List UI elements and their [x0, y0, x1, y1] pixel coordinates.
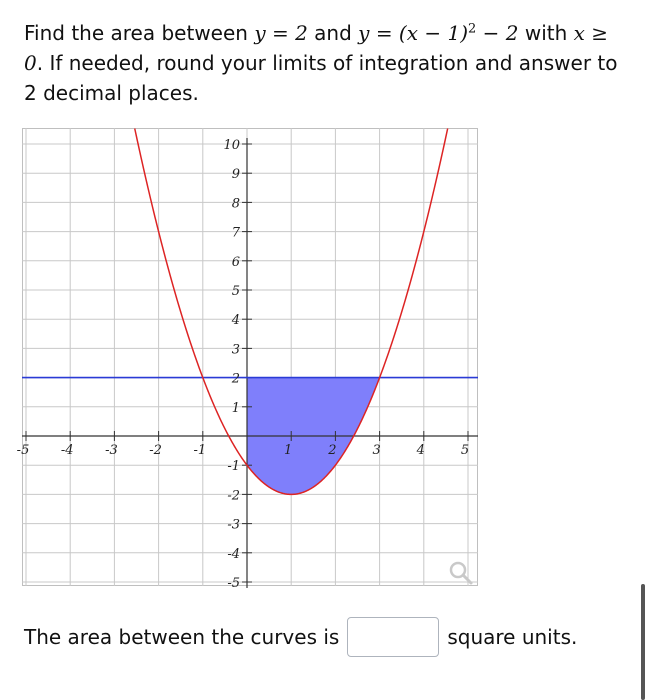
x-tick-label: 4 — [416, 443, 425, 458]
answer-prefix: The area between the curves is — [24, 625, 340, 649]
x-tick-label: -5 — [16, 443, 30, 458]
x-tick-label: 2 — [328, 443, 337, 458]
graph-border — [23, 129, 478, 586]
y-tick-label: -1 — [227, 459, 240, 475]
y-tick-label: 10 — [223, 138, 240, 153]
function-graph — [16, 128, 478, 591]
y-tick-label: -4 — [227, 546, 240, 562]
answer-row — [24, 614, 577, 660]
x-tick-label: 1 — [284, 443, 293, 458]
answer-suffix: square units. — [447, 625, 578, 649]
y-tick-label: 7 — [231, 225, 240, 241]
y-tick-label: -2 — [227, 488, 240, 504]
equation-line: y = 2 — [254, 21, 308, 45]
y-tick-label: 3 — [231, 342, 240, 358]
x-tick-label: -3 — [105, 443, 118, 458]
area-answer-input[interactable] — [347, 617, 439, 657]
y-tick-label: -5 — [227, 576, 240, 591]
y-tick-label: 4 — [231, 313, 240, 329]
y-tick-label: 5 — [231, 284, 240, 299]
x-tick-label: 5 — [460, 443, 470, 458]
y-tick-label: 8 — [231, 196, 240, 212]
y-tick-label: -3 — [227, 517, 240, 533]
x-tick-label: -1 — [193, 443, 207, 458]
y-tick-label: 9 — [231, 167, 240, 183]
domain-condition: x ≥ 0 — [24, 21, 609, 75]
y-tick-label: 1 — [231, 400, 240, 416]
scrollbar[interactable] — [641, 584, 645, 700]
x-tick-label: -4 — [60, 443, 74, 458]
equation-parabola: $y = (x - 1)^2 - 2$ — [358, 21, 519, 45]
x-tick-label: -2 — [149, 443, 162, 458]
question-text: Find the area between y = 2 and $y = (x - 1)^2 - 2$ with x ≥ 0. If needed, round your limits of integration and answer to 2 decimal places. — [24, 21, 618, 105]
x-tick-label: 3 — [372, 443, 381, 458]
y-tick-label: 2 — [231, 371, 240, 387]
y-tick-label: 6 — [231, 254, 240, 270]
